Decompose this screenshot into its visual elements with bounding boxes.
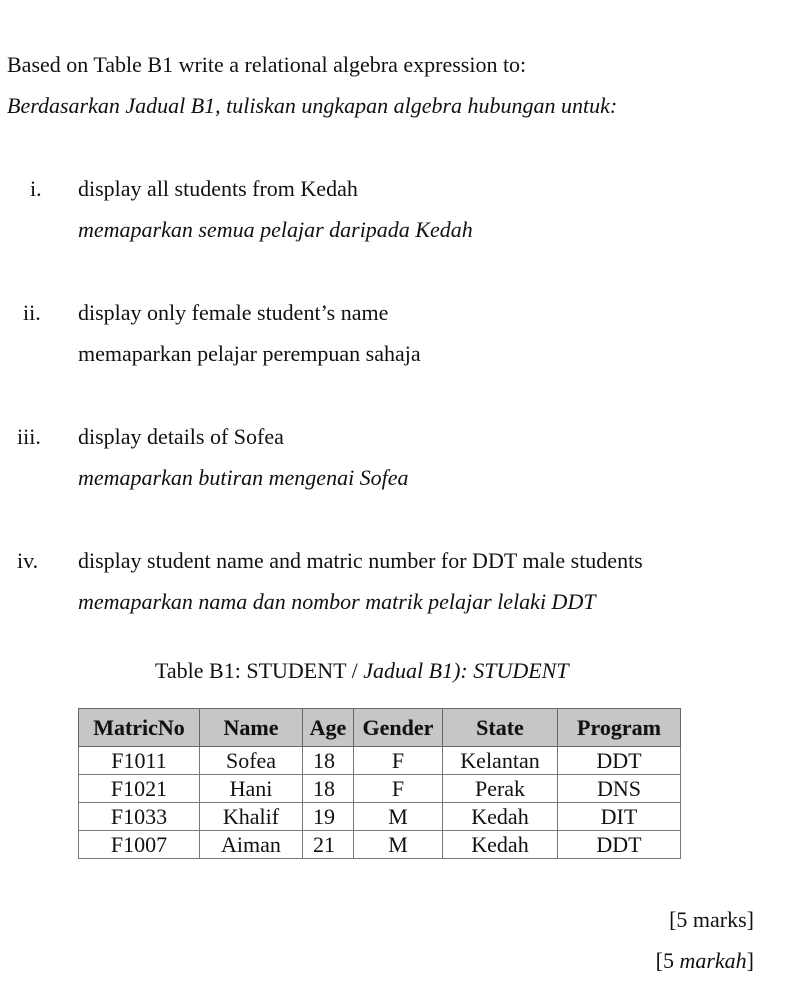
question-english: display all students from Kedah [78,176,358,201]
table-caption-english: Table B1: STUDENT / [155,658,364,683]
header-program: Program [558,709,681,747]
student-table [78,708,681,859]
cell-name: Sofea [200,747,303,775]
table-header-row [79,709,681,747]
cell-program: DIT [558,803,681,831]
question-english: display only female student’s name [78,300,389,325]
cell-matricno: F1007 [79,831,200,859]
table-row [79,803,681,831]
cell-program: DNS [558,775,681,803]
question-number: i. [30,176,42,201]
marks-malay-word: markah [679,948,747,973]
question-malay: memaparkan nama dan nombor matrik pelajar lelaki DDT [78,589,596,614]
header-age: Age [303,709,354,747]
cell-age: 18 [303,747,354,775]
cell-state: Perak [443,775,558,803]
cell-gender: M [354,831,443,859]
intro-english: Based on Table B1 write a relational algebra expression to: [7,52,527,77]
cell-state: Kelantan [443,747,558,775]
question-english: display student name and matric number for DDT male students [78,548,643,573]
table-row [79,747,681,775]
table-row [79,775,681,803]
cell-name: Khalif [200,803,303,831]
table-row [79,831,681,859]
header-gender: Gender [354,709,443,747]
intro-malay: Berdasarkan Jadual B1, tuliskan ungkapan algebra hubungan untuk: [7,93,618,118]
cell-gender: F [354,775,443,803]
marks-malay [656,948,754,974]
marks-malay-close: ] [746,948,754,973]
cell-matricno: F1021 [79,775,200,803]
marks-english: [5 marks] [669,907,754,932]
question-english: display details of Sofea [78,424,284,449]
table-caption [155,658,569,684]
cell-name: Hani [200,775,303,803]
cell-name: Aiman [200,831,303,859]
header-name: Name [200,709,303,747]
cell-state: Kedah [443,831,558,859]
cell-matricno: F1033 [79,803,200,831]
cell-age: 21 [303,831,354,859]
cell-gender: M [354,803,443,831]
header-matricno: MatricNo [79,709,200,747]
marks-malay-open: [5 [655,948,680,973]
cell-program: DDT [558,747,681,775]
cell-matricno: F1011 [79,747,200,775]
question-malay: memaparkan butiran mengenai Sofea [78,465,409,490]
question-number: iv. [17,548,39,573]
question-malay: memaparkan semua pelajar daripada Kedah [78,217,473,242]
question-number: iii. [17,424,41,449]
cell-age: 18 [303,775,354,803]
cell-program: DDT [558,831,681,859]
header-state: State [443,709,558,747]
cell-gender: F [354,747,443,775]
question-number: ii. [23,300,41,325]
cell-age: 19 [303,803,354,831]
cell-state: Kedah [443,803,558,831]
question-malay: memaparkan pelajar perempuan sahaja [78,341,421,366]
table-caption-malay: Jadual B1): STUDENT [363,658,569,683]
